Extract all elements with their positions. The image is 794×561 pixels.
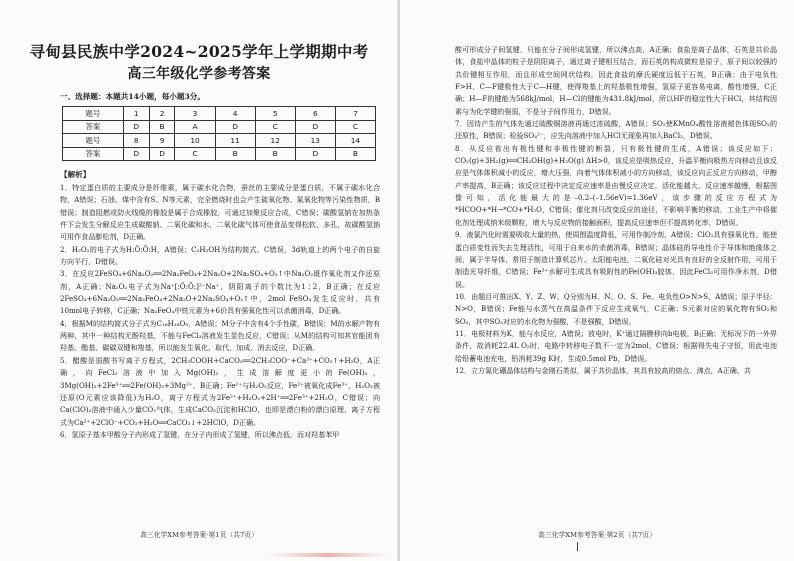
analysis-paragraph: 8．从反应看出有极性键和非极性键的断裂，只有极性键的生成，A错误；该反应如下：CO₂(g)+3H₂(g)══CH₃OH(g)+H₂O(g) ΔH>0，该反应是吸热反应，升温平衡向吸热方向移动且该反应是气体体积减小的反应，增大压强，向着气体体积减小的方向移动，该反应向正反应方向移动，甲醇产率提高，B正确；该反应过程中决定反应速率是由慢反应决定，活化能越大，反应速率越慢，根据图像可知，活化能最大的是–0.2–(–1.56eV)=1.36eV，该步骤的反应方程式为*HCOO+*H→*CO+*H₂O，C错误；催化剂只改变反应的途径，不影响平衡的移动，工业生产中将催化剂处理成纳米级颗粒，增大与反应物的接触面积，提高反应速率但不提高转化率，D错误。: [455, 143, 777, 227]
answer-table-cell: A: [175, 120, 215, 134]
answer-table-cell: 12: [255, 134, 295, 148]
answer-table-cell: 14: [335, 134, 375, 148]
answer-table-cell: 3: [175, 107, 215, 121]
analysis-paragraph: 7．因待产生的气体先通过硫酸铜溶液再通过浓硫酸，A错误；SO₂使KMnO₄酸性溶液褪色体现SO₂的还原性，B错误；检验SO₄²⁻，应先向溶液中加入HCl无现象再加入BaCl₂，D错误。: [455, 119, 777, 141]
scan-mark: [577, 542, 578, 551]
answer-table-cell: 13: [295, 134, 335, 148]
answer-table-cell: 4: [215, 107, 255, 121]
left-analysis-text: [60, 182, 380, 441]
analysis-paragraph: 5．醋酸是弱酸书写离子方程式，2CH₃COOH+CaCO₃══2CH₃COO⁻+Ca²⁺+CO₂↑+H₂O，A正确，向FeCl₃溶液中加入Mg(OH)₂，生成溶解度更小的Fe(OH)₃，3Mg(OH)₂+2Fe³⁺══2Fe(OH)₃+3Mg²⁺，B正确；Fe²⁺与H₂O₂反应，Fe²⁺被氧化成Fe³⁺，H₂O₂被还原(O元素应该降低)为H₂O，离子方程式为2Fe²⁺+H₂O₂+2H⁺══2Fe³⁺+2H₂O，C错误；向Ca(ClO)₂溶液中通入少量CO₂气体，生成CaCO₃沉淀和HClO，也即是漂白粉的漂白原理，离子方程式为Ca²⁺+2ClO⁻+CO₂+H₂O══CaCO₃↓+2HClO，D正确。: [60, 355, 380, 427]
answer-table-cell: D: [123, 120, 149, 134]
right-analysis-text: [455, 44, 777, 377]
answer-table-cell: 2: [149, 107, 175, 121]
answer-table-cell: 5: [255, 107, 295, 121]
answer-table-row-header: 题号: [63, 107, 124, 121]
answer-table-cell: B: [255, 147, 295, 161]
analysis-paragraph: 1．特定蛋白质的主要成分是纤维素，属于碳水化合物，蚕丝的主要成分是蛋白质，不属于碳水化合物，A错误；石油、煤中含有S、N等元素，完全燃烧时也会产生硫氧化物、氮氧化物等污染性物质，B错误；制造阻燃或防火线缆的橡胶是属于合成橡胶，可通过加聚反应合成，C错误；碳酸氢钠在加热条件下会发生分解反应生成碳酸钠、二氧化碳和水，二氧化碳气体可使食品变得松软、多孔，故碳酸氢钠可用作食品膨松剂，D正确。: [60, 183, 380, 242]
analysis-paragraph: 11．电极材料为K，能与水反应，A错误；放电时，K⁺通过隔膜移向b电极，B正确；无标况下的一外界条件，故消耗22.4L O₂时，电路中转移电子数不一定为2mol，C错误；根据得失电子守恒，用此电池给铅蓄电池充电，铅消耗39g K时，生成0.5mol Pb，D错误。: [455, 328, 777, 363]
analysis-paragraph: 2．H₂O₂的电子式为H:Ö:Ö:H，A错误；C₂H₅OH为结构简式，C错误，3d轨道上的两个电子的自旋方向平行，D错误。: [60, 244, 380, 267]
analysis-paragraph: 9．液氯汽化时需要吸收大量的热，使周围温度降低，可用作制冷剂，A错误；ClO₂具有强氧化性，能使蛋白质变性而失去生理活性，可用于自来水的杀菌消毒，B错误；晶体硅的导电性介于导体和绝缘体之间，属于半导体，常用于制造计算机芯片、太阳能电池，二氧化硅对光具有良好的全反射作用，可用于制造光导纤维，C错误；Fe³⁺水解可生成具有吸附性的Fe(OH)₃胶体，因此FeCl₃可用作净水剂，D错误。: [455, 230, 777, 289]
answer-table-cell: 10: [175, 134, 215, 148]
analysis-paragraph: 12．立方氮化硼晶体结构与金刚石类似，属于共价晶体，其具有较高的熔点、沸点，A正确、共: [455, 365, 751, 375]
analysis-paragraph: 酸可形成分子间氢键，只能在分子间形成氢键，所以沸点高，A正确；食盐是离子晶体，石英是共价晶体，食盐中晶体的粒子是阴阳离子，通过离子键相互结合，而石英的构成微粒是原子，原子间以较强的共价键相互作用，而且形成空间网状结构，因此食盐的摩氏硬度远低于石英，B正确；由于电负性F>H，C—F键极性大于C—H键，使得羧基上的羟基极性增强，氢原子更容易电离，酸性增强，C正确；H—F的键能为568kJ/mol，H—Cl的键能为431.8kJ/mol，所以HF的稳定性大于HCl，其结构因素与为化学键的强弱，不是分子间作用力，D错误。: [455, 45, 777, 116]
red-ink-mark: [268, 553, 388, 557]
right-page-footer: 高三化学XM参考答案·第2页（共7页）: [538, 531, 656, 539]
answer-table-cell: D: [123, 147, 149, 161]
answer-table-row-header: 题号: [63, 134, 124, 148]
left-page-footer: 高三化学XM参考答案·第1页（共7页）: [140, 531, 258, 539]
analysis-paragraph: 3．在反应2FeSO₄+6Na₂O₂══2Na₂FeO₄+2Na₂O+2Na₂SO₄+O₂↑中Na₂O₂既作氧化剂又作还原剂，A正确；Na₂O₂电子式为Na⁺[:Ö:Ö:]²⁻Na⁺，阴阳离子的个数比为1∶2，B正确；在反应2FeSO₄+6Na₂O₂══2Na₂FeO₄+2Na₂O+2Na₂SO₄+O₂↑中，2mol FeSO₄发生反应时，共有10mol电子转移，C正确；Na₂FeO₄中铁元素为+6价具有强氧化性可以杀菌消毒，D正确。: [60, 269, 380, 316]
answer-table-cell: C: [255, 120, 295, 134]
answer-table-cell: D: [149, 147, 175, 161]
answer-table-cell: D: [295, 120, 335, 134]
answer-table-cell: 8: [123, 134, 149, 148]
answer-table-cell: 9: [149, 134, 175, 148]
answer-table-row-header: 答案: [63, 120, 124, 134]
answer-table-row: [63, 120, 376, 134]
answer-table-cell: 11: [215, 134, 255, 148]
answer-table-cell: C: [335, 120, 375, 134]
answer-table-cell: 7: [335, 107, 375, 121]
analysis-paragraph: 10．由题目可推出X、Y、Z、W、Q分别为H、N、O、S、Fe。电负性O>N>S，A错误；原子半径：N>O，B错误；Fe能与水蒸气在高温条件下反应生成氧气，C正确；S元素对应的氧化物有SO₂和SO₃，其中SO₃对应的水化物为强酸，不是强酸，D错误。: [455, 291, 777, 326]
analysis-heading: 【解析】: [60, 170, 91, 179]
exam-subtitle: 高三年级化学参考答案: [127, 66, 271, 82]
answer-table-cell: D: [215, 120, 255, 134]
answer-table-cell: B: [215, 147, 255, 161]
answer-table-row: [63, 134, 376, 148]
exam-title: 寻甸县民族中学2024~2025学年上学期期中考: [29, 42, 369, 61]
answer-table-row-header: 答案: [63, 147, 124, 161]
answer-table-row: [63, 107, 376, 121]
analysis-paragraph: 4．根据M的结构简式分子式为C₁₆H₁₈O₉，A错误；M分子中含有4个手性碳，B错误；M的水解产物有两种，其中一种结构无酚羟基，不能与FeCl₃溶液发生显色反应，C错误；从M的结构可知其官能团有羟基、酯基、碳碳双键和羧基，所以能发生氧化、取代、加成、消去反应，D正确。: [60, 318, 380, 353]
answer-table-row: [63, 147, 376, 161]
answer-table-cell: D: [295, 147, 335, 161]
answer-table-cell: 6: [295, 107, 335, 121]
section-heading: 一、选择题：本题共14小题，每小题3分。: [60, 92, 205, 101]
analysis-paragraph: 6．氢原子基本甲酸分子内形成了氢键，在分子内形成了氢键，所以沸点低，而对羟基苯甲: [60, 429, 340, 439]
answer-table-cell: B: [335, 147, 375, 161]
answer-table: [62, 106, 376, 161]
answer-table-cell: 1: [123, 107, 149, 121]
answer-table-cell: C: [175, 147, 215, 161]
answer-table-cell: B: [149, 120, 175, 134]
